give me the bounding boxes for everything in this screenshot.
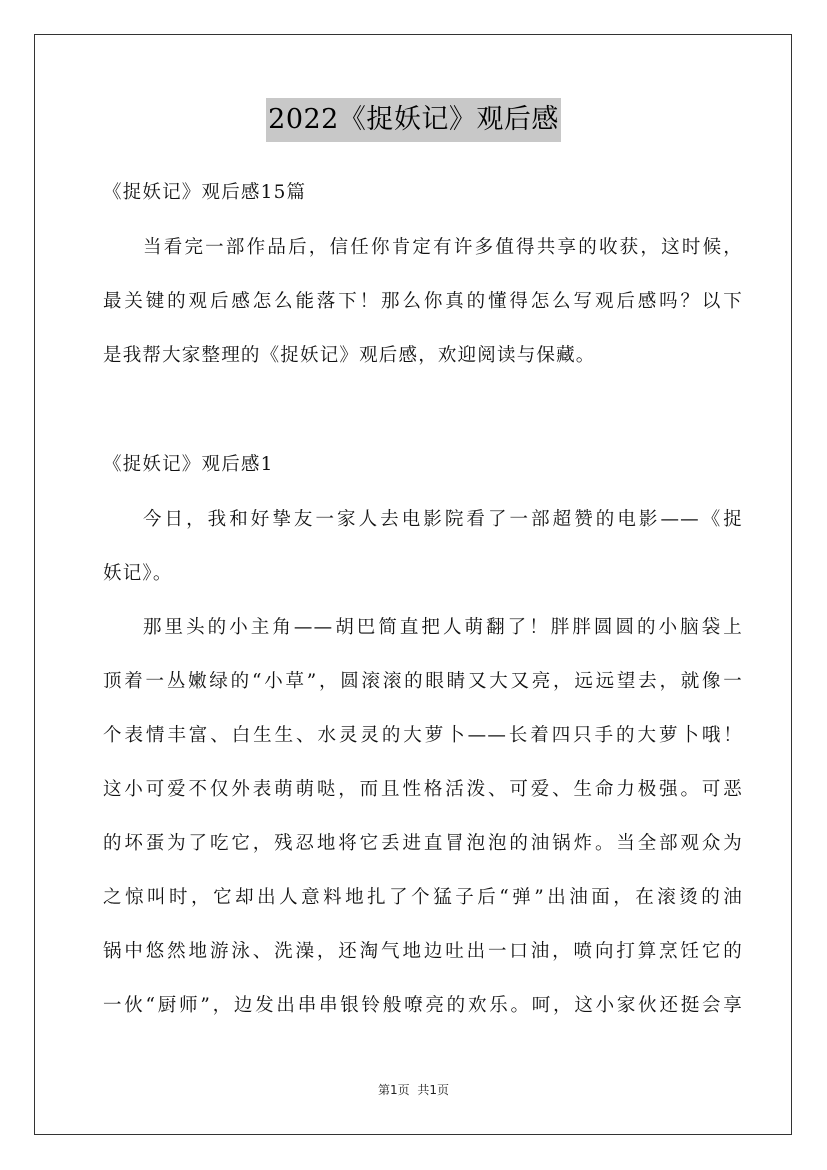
- paragraph-line: 今日，我和好挚友一家人去电影院看了一部超赞的电影——《捉: [143, 509, 743, 530]
- document-subtitle: 《捉妖记》观后感15篇: [103, 182, 307, 203]
- title-wrapper: [0, 98, 827, 142]
- paragraph-line: 妖记》。: [103, 563, 173, 584]
- section-heading: 《捉妖记》观后感1: [103, 454, 274, 475]
- paragraph-line: 之惊叫时，它却出人意料地扎了个猛子后“弹”出油面，在滚烫的油: [103, 887, 743, 908]
- paragraph-line: 那里头的小主角——胡巴简直把人萌翻了！胖胖圆圆的小脑袋上: [143, 617, 743, 638]
- paragraph-line: 一伙“厨师”，边发出串串银铃般嘹亮的欢乐。呵，这小家伙还挺会享: [103, 995, 743, 1016]
- page-number: 第1页: [377, 1083, 410, 1097]
- document-title: 2022《捉妖记》观后感: [266, 98, 561, 142]
- intro-line: 是我帮大家整理的《捉妖记》观后感，欢迎阅读与保藏。: [103, 345, 596, 366]
- paragraph-line: 的坏蛋为了吃它，残忍地将它丢进直冒泡泡的油锅炸。当全部观众为: [103, 833, 743, 854]
- intro-line: 当看完一部作品后，信任你肯定有许多值得共享的收获，这时候，: [143, 237, 743, 258]
- intro-line: 最关键的观后感怎么能落下！那么你真的懂得怎么写观后感吗？以下: [103, 291, 743, 312]
- paragraph-line: 锅中悠然地游泳、洗澡，还淘气地边吐出一口油，喷向打算烹饪它的: [103, 941, 743, 962]
- paragraph-line: 这小可爱不仅外表萌萌哒，而且性格活泼、可爱、生命力极强。可恶: [103, 779, 743, 800]
- page-total: 共1页: [417, 1083, 450, 1097]
- paragraph-line: 顶着一丛嫩绿的“小草”，圆滚滚的眼睛又大又亮，远远望去，就像一: [103, 671, 743, 692]
- page-footer: [0, 1082, 827, 1098]
- paragraph-line: 个表情丰富、白生生、水灵灵的大萝卜——长着四只手的大萝卜哦！: [103, 725, 743, 746]
